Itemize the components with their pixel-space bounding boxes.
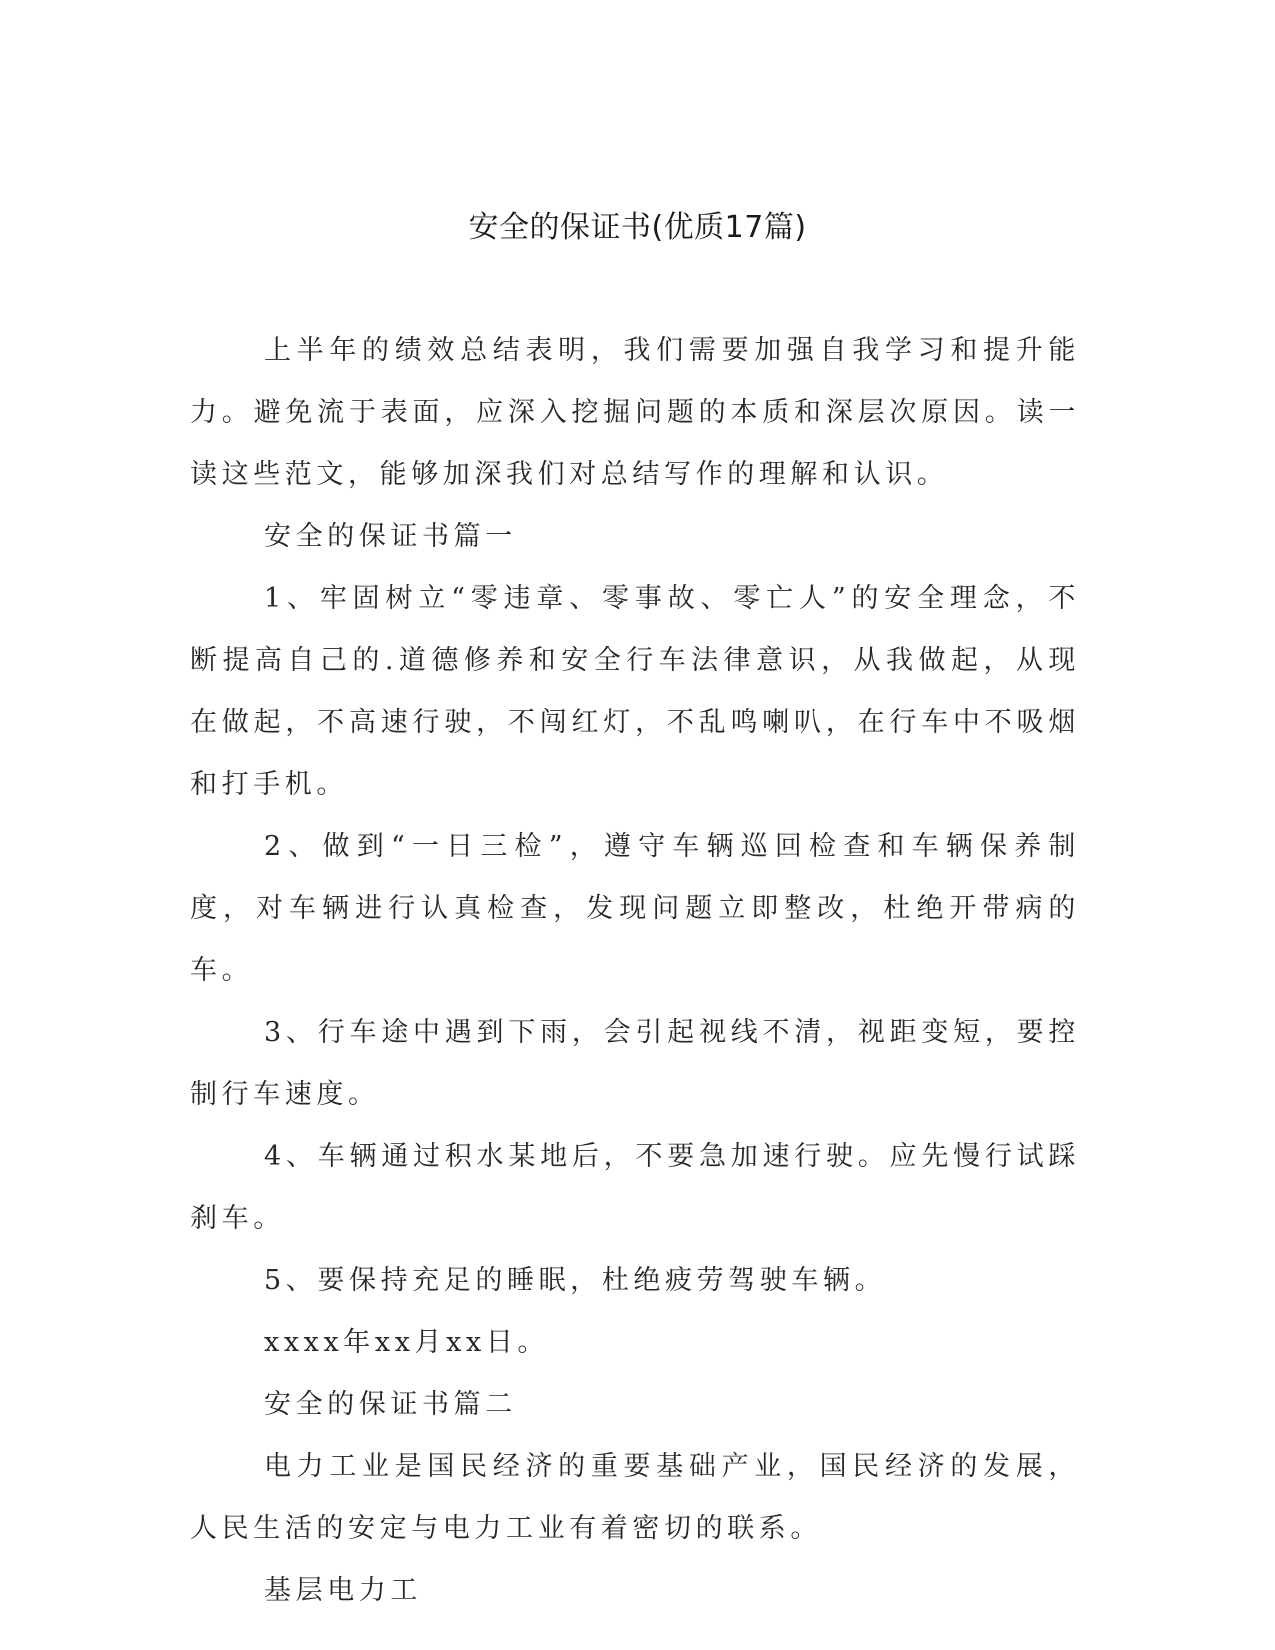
- body-paragraph: 电力工业是国民经济的重要基础产业，国民经济的发展，人民生活的安定与电力工业有着密切的联系。: [190, 1451, 1080, 1544]
- document-title: 安全的保证书(优质17篇): [468, 210, 807, 245]
- list-item-2: 2、做到“一日三检”，遵守车辆巡回检查和车辆保养制度，对车辆进行认真检查，发现问题立即整改，杜绝开带病的车。: [190, 831, 1080, 986]
- date-line: xxxx年xx月xx日。: [264, 1327, 550, 1358]
- body-paragraph-partial: 基层电力工: [264, 1575, 422, 1606]
- section-heading-2: 安全的保证书篇二: [264, 1389, 517, 1420]
- intro-paragraph: 上半年的绩效总结表明，我们需要加强自我学习和提升能力。避免流于表面，应深入挖掘问题的本质和深层次原因。读一读这些范文，能够加深我们对总结写作的理解和认识。: [190, 335, 1080, 490]
- list-item-4: 4、车辆通过积水某地后，不要急加速行驶。应先慢行试踩刹车。: [190, 1141, 1080, 1234]
- list-item-1: 1、牢固树立“零违章、零事故、零亡人”的安全理念，不断提高自己的.道德修养和安全行车法律意识，从我做起，从现在做起，不高速行驶，不闯红灯，不乱鸣喇叭，在行车中不吸烟和打手机。: [190, 583, 1080, 800]
- section-heading-1: 安全的保证书篇一: [264, 521, 517, 552]
- list-item-5: 5、要保持充足的睡眠，杜绝疲劳驾驶车辆。: [264, 1265, 887, 1296]
- list-item-3: 3、行车途中遇到下雨，会引起视线不清，视距变短，要控制行车速度。: [190, 1017, 1080, 1110]
- document-body: [190, 320, 1080, 1622]
